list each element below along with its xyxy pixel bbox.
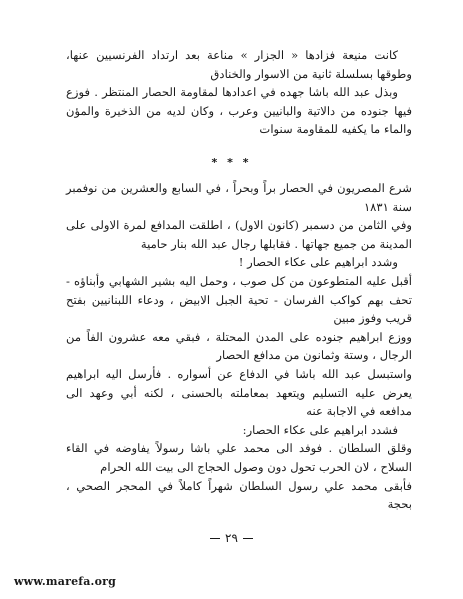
text-block-main (66, 179, 412, 514)
page-number (0, 531, 463, 545)
page-number-value: ٢٩ (225, 531, 238, 545)
dash-right (243, 538, 253, 539)
footer-url: www.marefa.org (14, 575, 117, 588)
paragraph: فشدد ابراهيم على عكاء الحصار: (242, 422, 398, 437)
paragraph: كانت منيعة فزادها « الجزار » مناعة بعد ارتداد الفرنسيين عنها، وطوقها بسلسلة ثانية من الاسوار والخنادق (66, 48, 412, 81)
text-block-top (66, 46, 412, 139)
paragraph: واستبسل عبد الله باشا في الدفاع عن أسواره . فأرسل اليه ابراهيم يعرض عليه التسليم ويتعهد بمعاملته بالحسنى ، لكنه أبي وعهد الى مدافعه في الاجابة عنه (66, 366, 412, 419)
paragraph: وفي الثامن من دسمبر (كانون الاول) ، اطلقت المدافع لمرة الاولى على المدينة من جميع جهاتها . فقابلها رجال عبد الله بنار حامية (66, 218, 412, 251)
paragraph: فأبقى محمد علي رسول السلطان شهراً كاملاً في المحجر الصحي ، بحجة (66, 478, 412, 512)
paragraph: وقلق السلطان . فوفد الى محمد علي باشا رسولاً يفاوضه في القاء السلاح ، لان الحرب تحول دون وصول الحجاج الى بيت الله الحرام (66, 441, 412, 474)
paragraph: وشدد ابراهيم على عكاء الحصار ! (238, 255, 398, 270)
section-divider: * * * (211, 156, 252, 169)
paragraph: شرع المصريون في الحصار براً وبحراً ، في السابع والعشرين من نوفمبر سنة ١٨٣١ (66, 181, 412, 214)
dash-left (210, 538, 220, 539)
paragraph: وبذل عبد الله باشا جهده في اعدادها لمقاومة الحصار المنتظر . فوزع فيها جنوده من دالاتية والبانيين وعرب ، وكان لديه من الذخيرة والمؤن والماء ما يكفيه للمقاومة سنوات (66, 85, 412, 137)
paragraph: أقبل عليه المتطوعون من كل صوب ، وحمل اليه بشير الشهابي وأبناؤه - تحف بهم كواكب الفرسان - تحية الجبل الابيض ، ودعاء اللبنانيين بفتح قريب وفوز مبين (66, 273, 412, 326)
paragraph: ووزع ابراهيم جنوده على المدن المحتلة ، فبقي معه عشرون الفاً من الرجال ، وستة وثمانون من مدافع الحصار (66, 329, 412, 363)
